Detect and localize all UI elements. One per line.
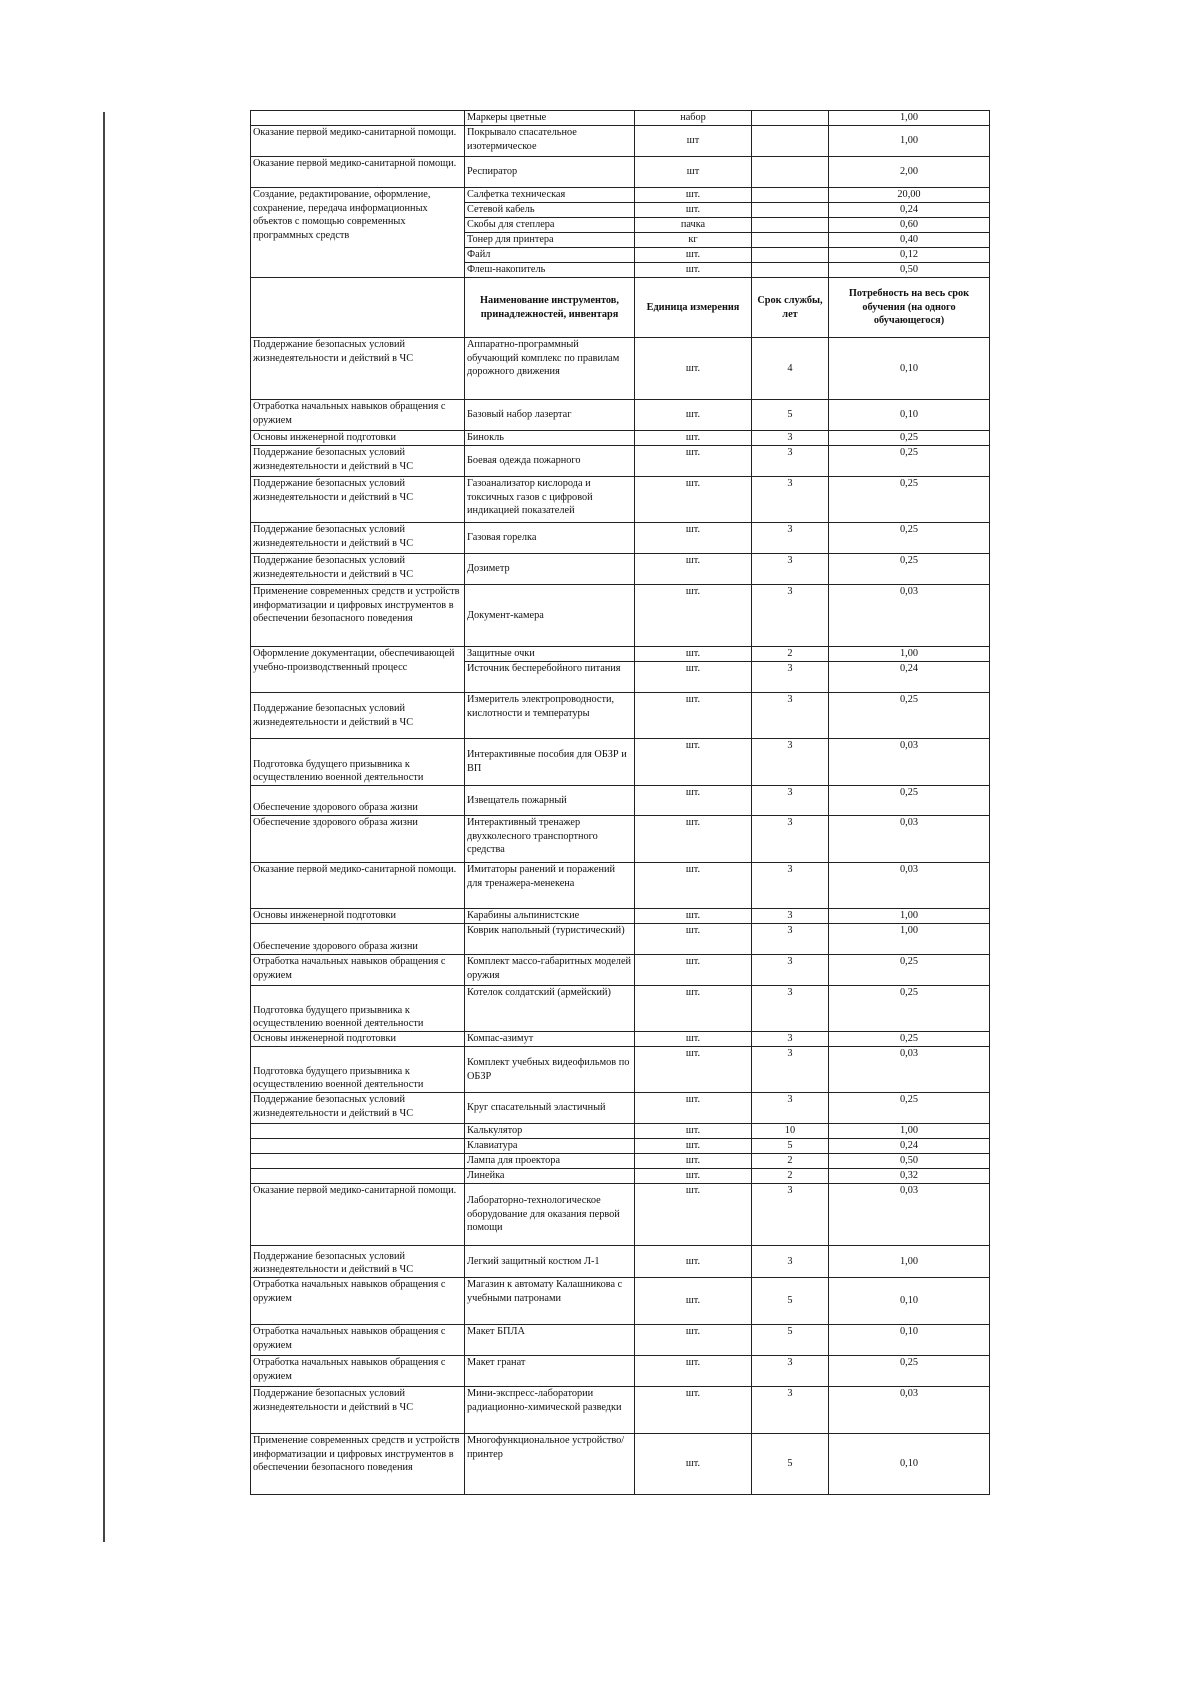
equipment-table	[250, 110, 990, 1495]
item-cell: Боевая одежда пожарного	[465, 446, 635, 477]
purpose-cell	[251, 1169, 465, 1184]
table-row	[251, 924, 990, 955]
service-life-cell: 2	[752, 647, 829, 662]
service-life-cell: 3	[752, 986, 829, 1032]
service-life-cell	[752, 111, 829, 126]
item-cell: Флеш-накопитель	[465, 263, 635, 278]
purpose-cell: Поддержание безопасных условий жизнедеятельности и действий в ЧС	[251, 1387, 465, 1434]
service-life-cell	[752, 188, 829, 203]
unit-cell: шт.	[635, 1434, 752, 1495]
service-life-cell: 3	[752, 431, 829, 446]
purpose-cell: Поддержание безопасных условий жизнедеятельности и действий в ЧС	[251, 1246, 465, 1278]
table-row	[251, 1154, 990, 1169]
unit-cell: шт.	[635, 1093, 752, 1124]
unit-cell: шт.	[635, 446, 752, 477]
service-life-cell: 3	[752, 1246, 829, 1278]
unit-cell: шт.	[635, 431, 752, 446]
table-body	[251, 111, 990, 1495]
header-purpose	[251, 278, 465, 338]
unit-cell: шт.	[635, 338, 752, 400]
need-cell: 0,03	[829, 863, 990, 909]
item-cell: Скобы для степлера	[465, 218, 635, 233]
table-row	[251, 786, 990, 816]
unit-cell: шт	[635, 157, 752, 188]
service-life-cell	[752, 157, 829, 188]
service-life-cell: 3	[752, 523, 829, 554]
need-cell: 0,10	[829, 1278, 990, 1325]
unit-cell: шт.	[635, 1124, 752, 1139]
header-unit: Единица измерения	[635, 278, 752, 338]
service-life-cell: 3	[752, 816, 829, 863]
item-cell: Многофункциональное устройство/принтер	[465, 1434, 635, 1495]
need-cell: 0,32	[829, 1169, 990, 1184]
table-row	[251, 1169, 990, 1184]
need-cell: 1,00	[829, 647, 990, 662]
item-cell: Макет гранат	[465, 1356, 635, 1387]
purpose-cell: Отработка начальных навыков обращения с оружием	[251, 1325, 465, 1356]
need-cell: 0,10	[829, 1325, 990, 1356]
need-cell: 0,24	[829, 203, 990, 218]
need-cell: 0,25	[829, 1093, 990, 1124]
service-life-cell	[752, 203, 829, 218]
table-row	[251, 400, 990, 431]
item-cell: Газоанализатор кислорода и токсичных газов с цифровой индикацией показателей	[465, 477, 635, 523]
table-row	[251, 585, 990, 647]
need-cell: 0,03	[829, 816, 990, 863]
unit-cell: шт.	[635, 786, 752, 816]
purpose-cell	[251, 111, 465, 126]
unit-cell: шт.	[635, 1032, 752, 1047]
unit-cell: шт.	[635, 554, 752, 585]
service-life-cell: 3	[752, 585, 829, 647]
table-row	[251, 955, 990, 986]
need-cell: 1,00	[829, 1246, 990, 1278]
item-cell: Лампа для проектора	[465, 1154, 635, 1169]
table-row	[251, 1047, 990, 1093]
item-cell: Защитные очки	[465, 647, 635, 662]
item-cell: Документ-камера	[465, 585, 635, 647]
need-cell: 0,10	[829, 1434, 990, 1495]
purpose-cell	[251, 1139, 465, 1154]
purpose-cell: Подготовка будущего призывника к осуществлению военной деятельности	[251, 739, 465, 786]
item-cell: Карабины альпинистские	[465, 909, 635, 924]
item-cell: Компас-азимут	[465, 1032, 635, 1047]
table-row	[251, 1387, 990, 1434]
purpose-cell: Основы инженерной подготовки	[251, 909, 465, 924]
purpose-cell: Отработка начальных навыков обращения с оружием	[251, 1278, 465, 1325]
service-life-cell: 3	[752, 924, 829, 955]
need-cell: 0,25	[829, 693, 990, 739]
purpose-cell: Подготовка будущего призывника к осуществлению военной деятельности	[251, 986, 465, 1032]
table-row	[251, 157, 990, 188]
unit-cell: шт.	[635, 1387, 752, 1434]
service-life-cell: 3	[752, 863, 829, 909]
table-row	[251, 111, 990, 126]
item-cell: Бинокль	[465, 431, 635, 446]
need-cell: 1,00	[829, 111, 990, 126]
purpose-cell: Поддержание безопасных условий жизнедеятельности и действий в ЧС	[251, 446, 465, 477]
need-cell: 1,00	[829, 924, 990, 955]
item-cell: Интерактивный тренажер двухколесного транспортного средства	[465, 816, 635, 863]
table-row	[251, 1124, 990, 1139]
purpose-cell: Оказание первой медико-санитарной помощи.	[251, 126, 465, 157]
item-cell: Легкий защитный костюм Л-1	[465, 1246, 635, 1278]
item-cell: Покрывало спасательное изотермическое	[465, 126, 635, 157]
table-row	[251, 1434, 990, 1495]
unit-cell: шт.	[635, 477, 752, 523]
purpose-cell: Оказание первой медико-санитарной помощи.	[251, 1184, 465, 1246]
table-row	[251, 693, 990, 739]
service-life-cell: 3	[752, 1184, 829, 1246]
unit-cell: шт	[635, 126, 752, 157]
service-life-cell: 3	[752, 1047, 829, 1093]
need-cell: 0,40	[829, 233, 990, 248]
item-cell: Сетевой кабель	[465, 203, 635, 218]
unit-cell: шт.	[635, 986, 752, 1032]
unit-cell: шт.	[635, 863, 752, 909]
unit-cell: шт.	[635, 1139, 752, 1154]
purpose-cell: Отработка начальных навыков обращения с оружием	[251, 1356, 465, 1387]
unit-cell: шт.	[635, 1154, 752, 1169]
need-cell: 1,00	[829, 126, 990, 157]
item-cell: Калькулятор	[465, 1124, 635, 1139]
need-cell: 0,10	[829, 338, 990, 400]
purpose-cell: Основы инженерной подготовки	[251, 1032, 465, 1047]
purpose-cell	[251, 1154, 465, 1169]
document-sheet	[250, 110, 990, 1495]
table-row	[251, 1093, 990, 1124]
purpose-cell	[251, 1124, 465, 1139]
table-row	[251, 1184, 990, 1246]
header-service-life: Срок службы, лет	[752, 278, 829, 338]
service-life-cell	[752, 126, 829, 157]
item-cell: Интерактивные пособия для ОБЗР и ВП	[465, 739, 635, 786]
item-cell: Аппаратно-программный обучающий комплекс по правилам дорожного движения	[465, 338, 635, 400]
purpose-cell: Обеспечение здорового образа жизни	[251, 816, 465, 863]
header-item-name: Наименование инструментов, принадлежностей, инвентаря	[465, 278, 635, 338]
unit-cell: шт.	[635, 1278, 752, 1325]
need-cell: 0,03	[829, 1184, 990, 1246]
purpose-cell: Поддержание безопасных условий жизнедеятельности и действий в ЧС	[251, 523, 465, 554]
service-life-cell: 5	[752, 1434, 829, 1495]
service-life-cell	[752, 248, 829, 263]
item-cell: Коврик напольный (туристический)	[465, 924, 635, 955]
table-row	[251, 126, 990, 157]
need-cell: 0,24	[829, 1139, 990, 1154]
need-cell: 0,25	[829, 477, 990, 523]
item-cell: Комплект учебных видеофильмов по ОБЗР	[465, 1047, 635, 1093]
table-row	[251, 647, 990, 662]
table-row	[251, 188, 990, 203]
unit-cell: шт.	[635, 585, 752, 647]
unit-cell: шт.	[635, 188, 752, 203]
service-life-cell: 3	[752, 786, 829, 816]
table-row	[251, 909, 990, 924]
item-cell: Салфетка техническая	[465, 188, 635, 203]
unit-cell: шт.	[635, 739, 752, 786]
item-cell: Клавиатура	[465, 1139, 635, 1154]
service-life-cell: 3	[752, 693, 829, 739]
item-cell: Круг спасательный эластичный	[465, 1093, 635, 1124]
item-cell: Имитаторы ранений и поражений для тренажера-менекена	[465, 863, 635, 909]
need-cell: 1,00	[829, 909, 990, 924]
item-cell: Магазин к автомату Калашникова с учебными патронами	[465, 1278, 635, 1325]
need-cell: 0,03	[829, 585, 990, 647]
item-cell: Линейка	[465, 1169, 635, 1184]
service-life-cell: 5	[752, 1278, 829, 1325]
item-cell: Лабораторно-технологическое оборудование для оказания первой помощи	[465, 1184, 635, 1246]
item-cell: Базовый набор лазертаг	[465, 400, 635, 431]
purpose-cell: Отработка начальных навыков обращения с оружием	[251, 955, 465, 986]
need-cell: 0,03	[829, 1047, 990, 1093]
service-life-cell: 3	[752, 477, 829, 523]
purpose-cell: Применение современных средств и устройств информатизации и цифровых инструментов в обеспечении безопасного поведения	[251, 1434, 465, 1495]
purpose-cell: Поддержание безопасных условий жизнедеятельности и действий в ЧС	[251, 1093, 465, 1124]
table-row	[251, 1325, 990, 1356]
need-cell: 0,25	[829, 554, 990, 585]
purpose-cell: Оказание первой медико-санитарной помощи.	[251, 157, 465, 188]
header-need: Потребность на весь срок обучения (на одного обучающегося)	[829, 278, 990, 338]
purpose-cell: Поддержание безопасных условий жизнедеятельности и действий в ЧС	[251, 554, 465, 585]
unit-cell: шт.	[635, 647, 752, 662]
need-cell: 0,24	[829, 662, 990, 693]
service-life-cell	[752, 233, 829, 248]
service-life-cell: 4	[752, 338, 829, 400]
service-life-cell: 3	[752, 554, 829, 585]
item-cell: Извещатель пожарный	[465, 786, 635, 816]
need-cell: 0,25	[829, 955, 990, 986]
purpose-cell: Основы инженерной подготовки	[251, 431, 465, 446]
unit-cell: шт.	[635, 1184, 752, 1246]
purpose-cell: Создание, редактирование, оформление, сохранение, передача информационных объектов с помощью современных программных средств	[251, 188, 465, 278]
need-cell: 0,10	[829, 400, 990, 431]
need-cell: 0,60	[829, 218, 990, 233]
purpose-cell: Оформление документации, обеспечивающей учебно-производственный процесс	[251, 647, 465, 693]
purpose-cell: Оказание первой медико-санитарной помощи.	[251, 863, 465, 909]
purpose-cell: Подготовка будущего призывника к осуществлению военной деятельности	[251, 1047, 465, 1093]
item-cell: Мини-экспресс-лаборатории радиационно-химической разведки	[465, 1387, 635, 1434]
need-cell: 0,25	[829, 523, 990, 554]
purpose-cell: Поддержание безопасных условий жизнедеятельности и действий в ЧС	[251, 477, 465, 523]
service-life-cell: 5	[752, 400, 829, 431]
table-row	[251, 1246, 990, 1278]
purpose-cell: Поддержание безопасных условий жизнедеятельности и действий в ЧС	[251, 338, 465, 400]
unit-cell: шт.	[635, 693, 752, 739]
need-cell: 0,25	[829, 1356, 990, 1387]
need-cell: 0,25	[829, 431, 990, 446]
need-cell: 0,03	[829, 739, 990, 786]
need-cell: 0,03	[829, 1387, 990, 1434]
table-row	[251, 1139, 990, 1154]
item-cell: Котелок солдатский (армейский)	[465, 986, 635, 1032]
service-life-cell: 3	[752, 662, 829, 693]
item-cell: Газовая горелка	[465, 523, 635, 554]
unit-cell: пачка	[635, 218, 752, 233]
table-row	[251, 554, 990, 585]
need-cell: 20,00	[829, 188, 990, 203]
service-life-cell: 5	[752, 1325, 829, 1356]
table-header-row	[251, 278, 990, 338]
service-life-cell	[752, 263, 829, 278]
table-row	[251, 338, 990, 400]
unit-cell: шт.	[635, 816, 752, 863]
unit-cell: шт.	[635, 1356, 752, 1387]
need-cell: 0,25	[829, 986, 990, 1032]
table-row	[251, 1032, 990, 1047]
unit-cell: шт.	[635, 1169, 752, 1184]
item-cell: Респиратор	[465, 157, 635, 188]
need-cell: 1,00	[829, 1124, 990, 1139]
service-life-cell: 10	[752, 1124, 829, 1139]
service-life-cell: 5	[752, 1139, 829, 1154]
unit-cell: шт.	[635, 909, 752, 924]
service-life-cell: 3	[752, 739, 829, 786]
unit-cell: шт.	[635, 203, 752, 218]
service-life-cell: 3	[752, 1356, 829, 1387]
unit-cell: набор	[635, 111, 752, 126]
purpose-cell: Обеспечение здорового образа жизни	[251, 924, 465, 955]
unit-cell: шт.	[635, 523, 752, 554]
table-row	[251, 523, 990, 554]
service-life-cell: 3	[752, 1032, 829, 1047]
unit-cell: шт.	[635, 1246, 752, 1278]
table-row	[251, 1278, 990, 1325]
unit-cell: шт.	[635, 1325, 752, 1356]
item-cell: Измеритель электропроводности, кислотности и температуры	[465, 693, 635, 739]
service-life-cell: 3	[752, 1387, 829, 1434]
unit-cell: шт.	[635, 248, 752, 263]
purpose-cell: Отработка начальных навыков обращения с оружием	[251, 400, 465, 431]
service-life-cell: 2	[752, 1154, 829, 1169]
item-cell: Источник бесперебойного питания	[465, 662, 635, 693]
purpose-cell: Применение современных средств и устройств информатизации и цифровых инструментов в обеспечении безопасного поведения	[251, 585, 465, 647]
need-cell: 0,25	[829, 786, 990, 816]
item-cell: Файл	[465, 248, 635, 263]
table-row	[251, 739, 990, 786]
service-life-cell: 2	[752, 1169, 829, 1184]
need-cell: 0,50	[829, 1154, 990, 1169]
table-row	[251, 1356, 990, 1387]
unit-cell: шт.	[635, 1047, 752, 1093]
unit-cell: шт.	[635, 955, 752, 986]
unit-cell: кг	[635, 233, 752, 248]
table-row	[251, 477, 990, 523]
service-life-cell: 3	[752, 955, 829, 986]
service-life-cell: 3	[752, 446, 829, 477]
purpose-cell: Обеспечение здорового образа жизни	[251, 786, 465, 816]
need-cell: 0,25	[829, 446, 990, 477]
need-cell: 0,25	[829, 1032, 990, 1047]
unit-cell: шт.	[635, 662, 752, 693]
need-cell: 0,12	[829, 248, 990, 263]
table-row	[251, 986, 990, 1032]
table-row	[251, 431, 990, 446]
item-cell: Комплект массо-габаритных моделей оружия	[465, 955, 635, 986]
page-margin-line	[103, 112, 105, 1542]
item-cell: Макет БПЛА	[465, 1325, 635, 1356]
purpose-cell: Поддержание безопасных условий жизнедеятельности и действий в ЧС	[251, 693, 465, 739]
unit-cell: шт.	[635, 400, 752, 431]
need-cell: 0,50	[829, 263, 990, 278]
service-life-cell: 3	[752, 909, 829, 924]
item-cell: Дозиметр	[465, 554, 635, 585]
item-cell: Маркеры цветные	[465, 111, 635, 126]
unit-cell: шт.	[635, 263, 752, 278]
item-cell: Тонер для принтера	[465, 233, 635, 248]
table-row	[251, 816, 990, 863]
need-cell: 2,00	[829, 157, 990, 188]
service-life-cell	[752, 218, 829, 233]
unit-cell: шт.	[635, 924, 752, 955]
table-row	[251, 863, 990, 909]
service-life-cell: 3	[752, 1093, 829, 1124]
table-row	[251, 446, 990, 477]
